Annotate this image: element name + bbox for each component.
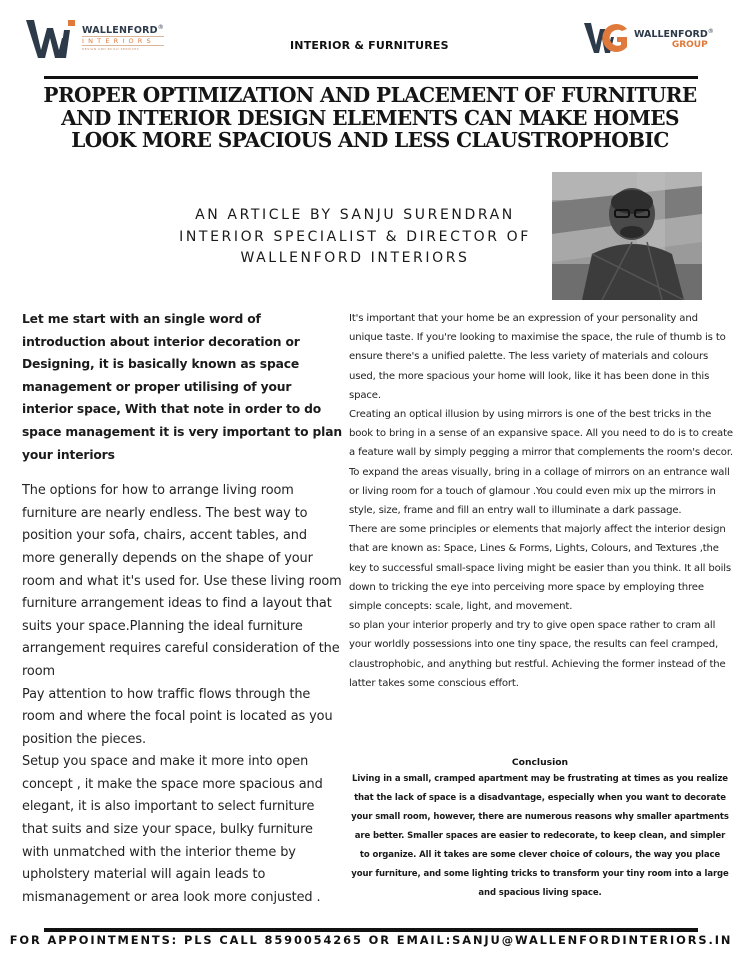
wi-monogram-icon (26, 16, 76, 60)
body-paragraph: so plan your interior properly and try to give open space rather to cram all your worldly possessions into one tiny space, the results can feel cramped, claustrophobic, and anything but restful. Achieving the former instead of the latter takes some conscious effort. (349, 620, 726, 689)
group-brand-subtitle: GROUP (671, 40, 708, 51)
body-paragraph: Pay attention to how traffic flows through the room and where the focal point is located as you position the pieces. (22, 686, 333, 747)
right-column (349, 309, 734, 693)
brand-tagline: DESIGN AND BUILD SERVICES (82, 47, 140, 52)
article-byline (150, 205, 560, 270)
body-paragraph: There are some principles or elements that majorly affect the interior design that are known as: Space, Lines & Forms, Lights, Colours, and Textures ,the key to successful small-space living might be easier than you think. It all boils down to tricking the eye into perceiving more space by employing three simple concepts: scale, light, and movement. (349, 524, 732, 613)
section-title: INTERIOR & FURNITURES (290, 39, 449, 52)
byline-company: WALLENFORD INTERIORS (240, 250, 470, 266)
conclusion-body: Living in a small, cramped apartment may be frustrating at times as you realize that the lack of space is a disadvantage, especially when you want to decorate your small room, however, there are numerous reasons why smaller apartments are better. Smaller spaces are easier to redecorate, to keep clean, and simpler to organize. All it takes are some clever choice of colours, the way you place your furniture, and some lighting tricks to transform your tiny room into a large and spacious living space. (351, 774, 729, 898)
brand-name: WALLENFORD® (82, 24, 164, 37)
wallenford-group-logo (584, 21, 714, 55)
footer-contact: FOR APPOINTMENTS: PLS CALL 8590054265 OR EMAIL:SANJU@WALLENFORDINTERIORS.IN (9, 933, 733, 947)
conclusion-title: Conclusion (511, 757, 569, 768)
body-paragraph: To expand the areas visually, bring in a collage of mirrors on an entrance wall or living room for a touch of glamour .You could even mix up the mirrors in style, size, frame and fill an entry wall to illuminate a dark passage. (349, 466, 730, 517)
body-paragraph: The options for how to arrange living room furniture are nearly endless. The best way to position your sofa, chairs, accent tables, and more generally depends on the shape of your room and what it's used for. Use these living room furniture arrangement ideas to find a layout that suits your space.Planning the ideal furniture arrangement requires careful consideration of the room (22, 483, 342, 679)
article-headline: PROPER OPTIMIZATION AND PLACEMENT OF FURNITURE AND INTERIOR DESIGN ELEMENTS CAN MAKE HOMES LOOK MORE SPACIOUS AND LESS CLAUSTROPHOBIC (43, 83, 697, 152)
footer-divider (44, 928, 698, 932)
header-divider (44, 76, 698, 79)
group-brand-name: WALLENFORD® (634, 27, 714, 41)
page-header (0, 0, 742, 80)
left-body (22, 480, 342, 909)
body-paragraph: Setup you space and make it more into open concept , it make the space more spacious and elegant, it is also important to select furniture that suits and size your space, bulky furniture with unmatched with the interior theme by upholstery material will again leads to mismanagement or area look more conjusted . (22, 754, 323, 905)
left-column (22, 308, 342, 909)
body-paragraph: It's important that your home be an expression of your personality and unique taste. If you're looking to maximise the space, the rule of thumb is to ensure there's a unified palette. The less variety of materials and colours used, the more spacious your home will look, like it has been done in this space. (349, 313, 726, 401)
wallenford-interiors-logo (26, 16, 164, 60)
author-photo (552, 172, 702, 300)
wg-monogram-icon (584, 21, 628, 55)
intro-paragraph: Let me start with an single word of introduction about interior decoration or Designing, it is basically known as space management or proper utilising of your interior space, With that note in order to do space management it is very important to plan your interiors (22, 312, 342, 462)
brand-subtitle: INTERIORS (82, 36, 164, 46)
conclusion-section (350, 756, 730, 903)
byline-role: INTERIOR SPECIALIST & DIRECTOR OF (179, 228, 531, 245)
body-paragraph: Creating an optical illusion by using mirrors is one of the best tricks in the book to bring in a sense of an expansive space. All you need to do is to create a feature wall by simply pegging a mirror that complements the room's decor. (349, 409, 733, 459)
byline-author: AN ARTICLE BY SANJU SURENDRAN (195, 207, 515, 223)
